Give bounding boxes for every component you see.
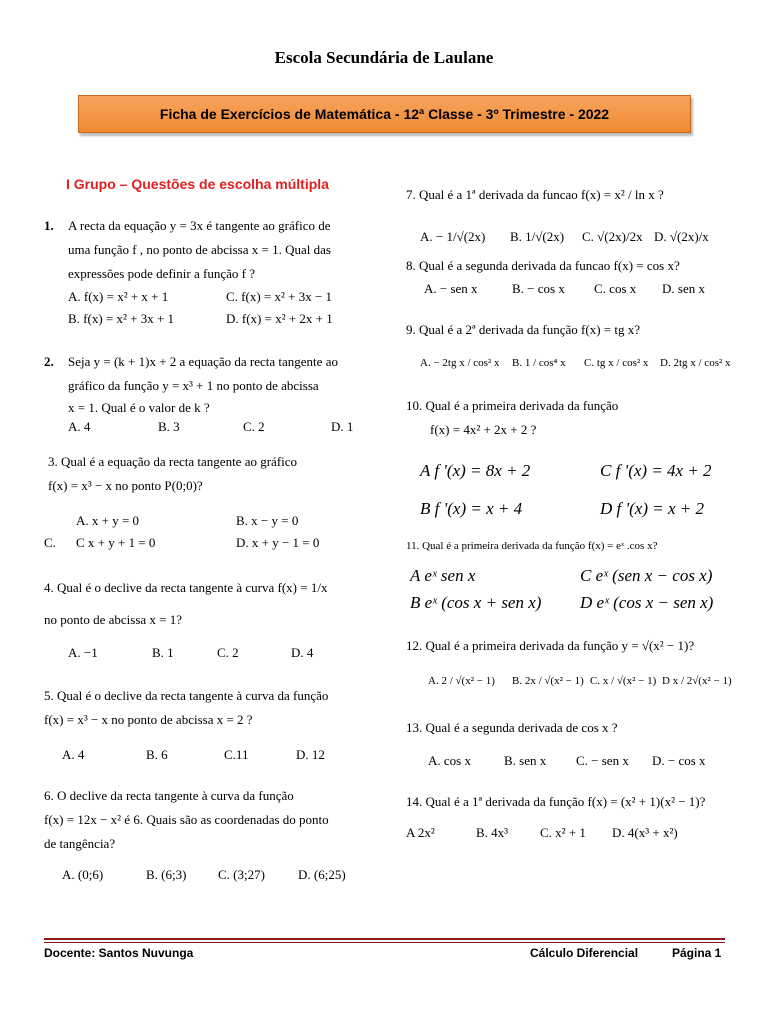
question-8 <box>406 254 736 300</box>
question-1 <box>44 214 374 330</box>
option-b[interactable]: B. 4x³ <box>476 825 509 840</box>
option-c[interactable]: C. x² + 1 <box>540 825 586 840</box>
question-text: 12. Qual é a primeira derivada da função y = √(x² − 1)? <box>406 638 695 653</box>
option-c[interactable]: C.11 <box>224 747 249 762</box>
question-2 <box>44 350 374 436</box>
option-a[interactable]: A. − 1/√(2x) <box>420 229 486 244</box>
footer-page: Página 1 <box>672 946 722 960</box>
question-13 <box>406 716 736 772</box>
option-d[interactable]: D. f(x) = x² + 2x + 1 <box>226 311 333 326</box>
question-10 <box>406 394 736 528</box>
option-d[interactable]: D. 4(x³ + x²) <box>612 825 678 840</box>
option-a[interactable]: A. cos x <box>428 753 471 768</box>
option-d[interactable]: D x / 2√(x² − 1) <box>662 675 732 687</box>
right-column <box>406 178 736 844</box>
footer-divider <box>44 938 725 940</box>
option-b[interactable]: B. 6 <box>146 747 168 762</box>
option-d[interactable]: D. sen x <box>662 281 705 296</box>
option-c[interactable]: C. cos x <box>594 281 637 296</box>
question-text: de tangência? <box>44 836 116 851</box>
question-text: f(x) = x³ − x no ponto de abcissa x = 2 ? <box>44 712 253 727</box>
question-5 <box>44 684 374 766</box>
question-text: uma função f , no ponto de abcissa x = 1. Qual das <box>68 242 331 257</box>
option-a[interactable]: A. 4 <box>68 419 91 434</box>
question-number: 2. <box>44 354 54 369</box>
question-3 <box>44 450 374 554</box>
option-b[interactable]: B. (6;3) <box>146 867 187 882</box>
option-b[interactable]: B. f(x) = x² + 3x + 1 <box>68 311 175 326</box>
question-text: gráfico da função y = x³ + 1 no ponto de abcissa <box>68 378 319 393</box>
option-c[interactable]: C. x / √(x² − 1) <box>590 675 657 687</box>
option-d[interactable]: D. 12 <box>296 747 325 762</box>
option-d[interactable]: D. (6;25) <box>298 867 346 882</box>
option-b[interactable]: B. 1 / cos⁴ x <box>512 357 566 369</box>
option-a[interactable]: A. − 2tg x / cos² x <box>420 357 500 369</box>
question-text: f(x) = 12x − x² é 6. Quais são as coordenadas do ponto <box>44 812 329 827</box>
option-b[interactable]: B. 3 <box>158 419 180 434</box>
question-text: 6. O declive da recta tangente à curva da função <box>44 788 294 803</box>
question-text: expressões pode definir a função f ? <box>68 266 255 281</box>
option-c[interactable]: C f '(x) = 4x + 2 <box>600 461 712 480</box>
question-text: 10. Qual é a primeira derivada da função <box>406 398 619 413</box>
option-a[interactable]: A eˣ sen x <box>410 566 476 585</box>
question-12 <box>406 634 736 692</box>
question-text: no ponto de abcissa x = 1? <box>44 612 183 627</box>
question-text: f(x) = 4x² + 2x + 2 ? <box>430 422 537 437</box>
question-text: x = 1. Qual é o valor de k ? <box>68 400 210 415</box>
option-b[interactable]: B. x − y = 0 <box>236 513 299 528</box>
option-b[interactable]: B f '(x) = x + 4 <box>420 499 523 518</box>
option-c[interactable]: C. 2 <box>243 419 265 434</box>
question-text: 8. Qual é a segunda derivada da funcao f(x) = cos x? <box>406 258 680 273</box>
question-4 <box>44 576 374 664</box>
option-b[interactable]: B. sen x <box>504 753 547 768</box>
question-text: 3. Qual é a equação da recta tangente ao gráfico <box>48 454 298 469</box>
option-b[interactable]: B. 1/√(2x) <box>510 229 565 244</box>
option-d[interactable]: D. − cos x <box>652 753 706 768</box>
option-a[interactable]: A. 4 <box>62 747 85 762</box>
question-text: 13. Qual é a segunda derivada de cos x ? <box>406 720 618 735</box>
option-d[interactable]: D. x + y − 1 = 0 <box>236 535 320 550</box>
school-name: Escola Secundária de Laulane <box>274 48 494 67</box>
worksheet-title: Ficha de Exercícios de Matemática - 12ª Classe - 3º Trimestre - 2022 <box>159 106 610 122</box>
question-number: 1. <box>44 218 54 233</box>
option-c[interactable]: C. 2 <box>217 645 239 660</box>
option-b[interactable]: B eˣ (cos x + sen x) <box>410 593 542 612</box>
option-a[interactable]: A. (0;6) <box>62 867 104 882</box>
option-a[interactable]: A. − sen x <box>424 281 478 296</box>
question-9 <box>406 318 736 374</box>
option-d[interactable]: D eˣ (cos x − sen x) <box>580 593 714 612</box>
option-a[interactable]: A. −1 <box>68 645 98 660</box>
option-d[interactable]: D. 4 <box>291 645 314 660</box>
question-text: f(x) = x³ − x no ponto P(0;0)? <box>48 478 203 493</box>
question-text: 7. Qual é a 1ª derivada da funcao f(x) = x² / ln x ? <box>406 187 664 202</box>
option-d[interactable]: D. √(2x)/x <box>654 229 709 244</box>
worksheet-title-banner <box>78 95 691 133</box>
footer-divider-thin <box>44 942 725 943</box>
option-c[interactable]: C x + y + 1 = 0 <box>76 535 156 550</box>
option-b[interactable]: B. 2x / √(x² − 1) <box>512 675 584 687</box>
option-a[interactable]: A f '(x) = 8x + 2 <box>420 461 531 480</box>
question-6 <box>44 784 374 886</box>
option-b[interactable]: B. − cos x <box>512 281 565 296</box>
question-text: 14. Qual é a 1ª derivada da função f(x) = (x² + 1)(x² − 1)? <box>406 794 706 809</box>
option-a[interactable]: A. f(x) = x² + x + 1 <box>68 289 169 304</box>
question-text: 9. Qual é a 2ª derivada da função f(x) = tg x? <box>406 322 640 337</box>
option-a[interactable]: A. x + y = 0 <box>76 513 140 528</box>
group-title: I Grupo – Questões de escolha múltipla <box>66 176 329 192</box>
question-11 <box>406 534 736 616</box>
option-c[interactable]: C. f(x) = x² + 3x − 1 <box>226 289 333 304</box>
option-c[interactable]: C eˣ (sen x − cos x) <box>580 566 713 585</box>
option-d[interactable]: D. 2tg x / cos² x <box>660 357 731 369</box>
question-text: Seja y = (k + 1)x + 2 a equação da recta tangente ao <box>68 354 338 369</box>
option-c[interactable]: C. tg x / cos² x <box>584 357 649 369</box>
option-b[interactable]: B. 1 <box>152 645 174 660</box>
question-14 <box>406 790 736 844</box>
question-text: 5. Qual é o declive da recta tangente à curva da função <box>44 688 329 703</box>
option-d[interactable]: D f '(x) = x + 2 <box>600 499 704 518</box>
option-a[interactable]: A 2x² <box>406 825 435 840</box>
question-text: 11. Qual é a primeira derivada da função f(x) = eˣ .cos x? <box>406 540 658 552</box>
question-text: A recta da equação y = 3x é tangente ao gráfico de <box>68 218 331 233</box>
option-d[interactable]: D. 1 <box>331 419 354 434</box>
footer-teacher: Docente: Santos Nuvunga <box>44 946 194 960</box>
question-7 <box>406 178 736 248</box>
question-text: 4. Qual é o declive da recta tangente à curva f(x) = 1/x <box>44 580 328 595</box>
option-c[interactable]: C. − sen x <box>576 753 629 768</box>
option-c[interactable]: C. √(2x)/2x <box>582 229 643 244</box>
option-c[interactable]: C. (3;27) <box>218 867 265 882</box>
footer-subject: Cálculo Diferencial <box>530 946 639 960</box>
option-label-c: C. <box>44 535 56 550</box>
left-column <box>44 214 374 886</box>
option-a[interactable]: A. 2 / √(x² − 1) <box>428 675 495 687</box>
